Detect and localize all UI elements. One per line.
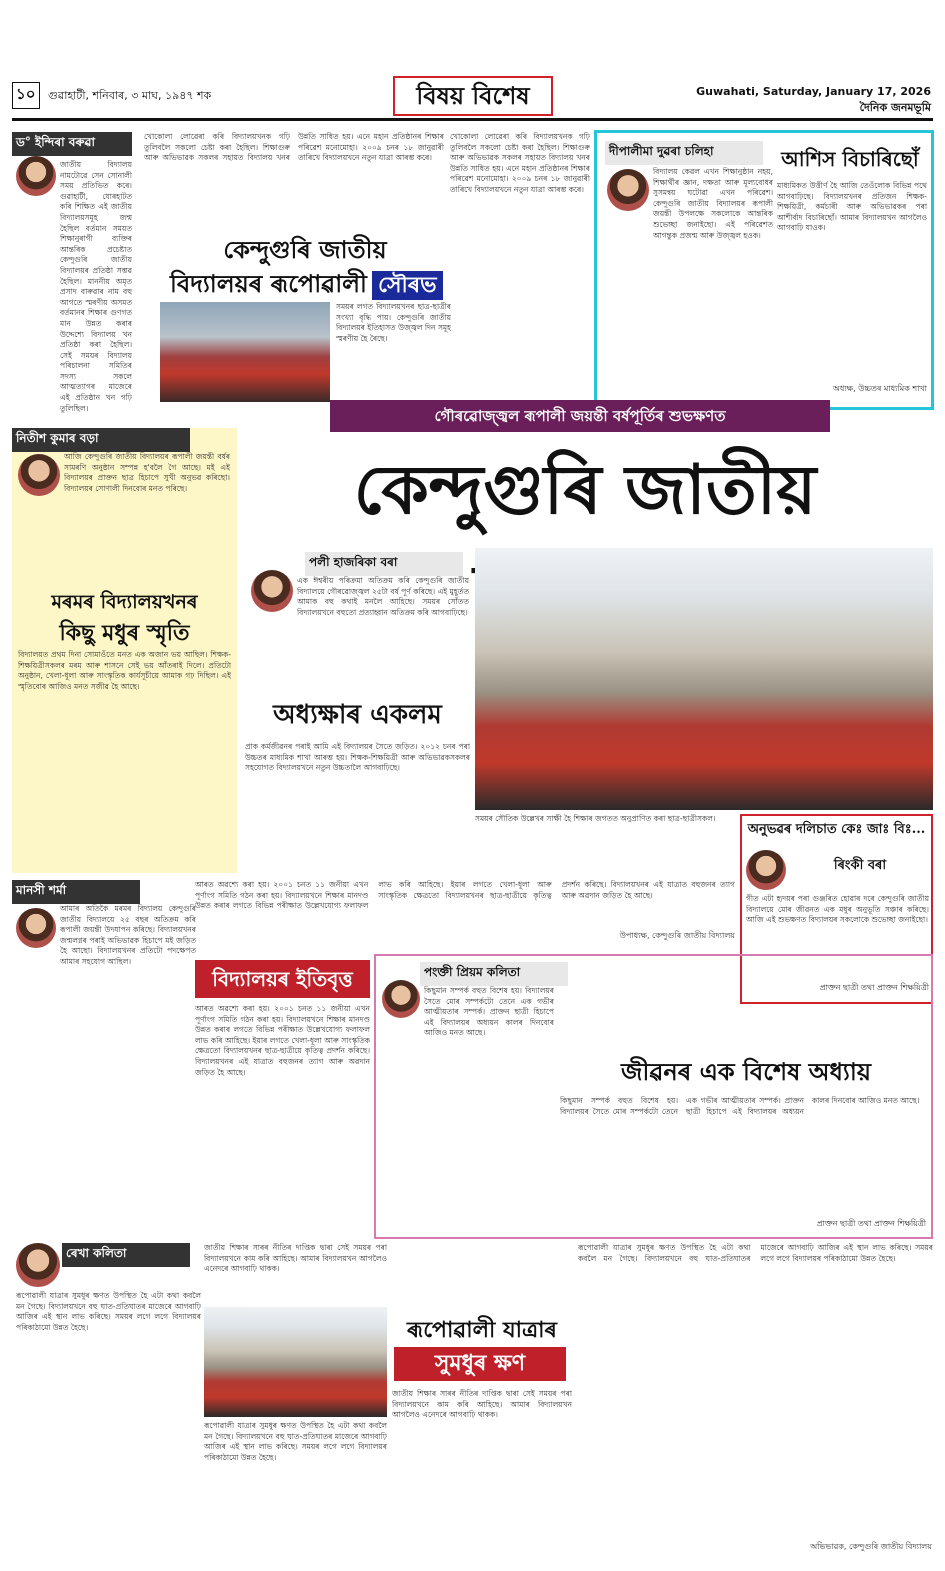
portrait-dipalima [607,169,649,211]
text-dipalima: বিদ্যালয় কেৱল এখন শিক্ষানুষ্ঠান নহয়, শিক্ষাৰ্থীৰ জ্ঞান, দক্ষতা আৰু মূল্যবোধৰ সুসমন্বয় ঘটোৱা এখন পৰিৱেশ। কেন্দুগুৰি জাতীয় বিদ্যালয়ৰ ৰূপালী জয়ন্তী উপলক্ষে সকলোকে আন্তৰিক শুভেচ্ছা জনাইছো। এই পৰিৱেশত আগন্তুক প্ৰজন্ম আৰু উজ্জ্বল হওক। [653,167,773,240]
main-banner: গৌৰৱোজ্জ্বল ৰূপালী জয়ন্তী বৰ্ষপূৰ্তিৰ শুভক্ষণত [330,400,830,432]
photo-caption: সময়ৰ সৌতিক উল্লেখৰ সাক্ষী হৈ শিক্ষাৰ জগতত অনুপ্ৰাণিত কৰা ছাত্ৰ-ছাত্ৰীসকল। [475,814,716,823]
byline-rekha: ৰেখা কলিতা [62,1243,190,1267]
text-rekha-4: জাতীয় শিক্ষাৰ সাৰৰ নীতিৰ দাপ্তিক দ্বাৰা সেই সময়ৰ পৰা বিদ্যালয়খনে কাম কৰি আহিছে। আমাৰ বিদ্যালয়খন আগলৈও এনেদৰে আগবাঢ়ি থাকক। [392,1389,572,1420]
article-nitish [12,428,237,873]
portrait-indira [16,156,56,196]
article-priyam [374,954,933,1239]
headline-sourav-2b: সৌৰভ [372,271,443,300]
article-pali [245,552,470,882]
page-number: ১০ [12,82,40,109]
signature-experience: প্ৰাক্তন ছাত্ৰী তথা প্ৰাক্তন শিক্ষয়িত্ৰী [819,983,929,992]
main-headline: কেন্দুগুৰি জাতীয় [353,450,817,530]
headline-pali: অধ্যক্ষাৰ একলম [273,700,442,730]
text-history-2: আৰত অৱশ্যে কৰা হয়। ২০০১ চনত ১১ জনীয়া এখন পূৰ্ণাংগ সমিতি গঠন কৰা হয়। বিদ্যালয়খনে শিক্ষাৰ মানদণ্ড উন্নত কৰাৰ লগতে বিভিন্ন পৰীক্ষাত উল্লেখযোগ্য ফলাফল লাভ কৰি আহিছে। ইয়াৰ লগতে খেলা-ধূলা আৰু সাংস্কৃতিক ক্ষেত্ৰতো বিদ্যালয়খনৰ ছাত্ৰ-ছাত্ৰীয়ে কৃতিত্ব প্ৰদৰ্শন কৰিছে। বিদ্যালয়খনৰ এই যাত্ৰাত বহুজনৰ ত্যাগ আৰু অৱদান জড়িত হৈ আছে। [195,1004,370,1077]
headline-sourav-1: কেন্দুগুৰি জাতীয় [223,235,387,264]
portrait-rekha [16,1243,60,1287]
text-experience: গীত এটা হৃদয়ৰ পৰা গুঞ্জৰিত হোৱাৰ দৰে কেন্দুগুৰি জাতীয় বিদ্যালয়ে মোৰ জীৱনত এক মধুৰ অনুভূতি সঞ্চাৰ কৰিছে। আজি এই শুভক্ষণত বিদ্যালয়ৰ সকলোকে শুভেচ্ছা জনাইছো। [746,894,929,925]
article-rekha [12,1243,933,1563]
headline-history: বিদ্যালয়ৰ ইতিবৃত্ত [195,960,370,998]
box-dipalima [594,130,934,410]
byline-priyam: পংক্তী প্ৰিয়ম কলিতা [420,962,568,986]
header-rule [12,118,933,121]
text-priyam-2: কিছুমান সম্পৰ্ক বহুত বিশেষ হয়। বিদ্যালয়ৰ সৈতে মোৰ সম্পৰ্কটো তেনে এক গভীৰ আত্মীয়তাৰ সম্পৰ্ক। প্ৰাক্তন ছাত্ৰী হিচাপে এই বিদ্যালয়ৰ অধ্যয়ন কালৰ দিনবোৰ আজিও মনত আছে। [560,1096,920,1116]
headline-nitish-2: কিছু মধুৰ স্মৃতি [59,620,190,646]
text-rekha-2: জাতীয় শিক্ষাৰ সাৰৰ নীতিৰ দাপ্তিক দ্বাৰা সেই সময়ৰ পৰা বিদ্যালয়খনে কাম কৰি আহিছে। আমাৰ বিদ্যালয়খন আগলৈও এনেদৰে আগবাঢ়ি থাকক। [204,1243,387,1274]
headline-rekha-2: সুমধুৰ ক্ষণ [394,1347,566,1381]
header-left [12,82,211,109]
header-right [696,84,931,116]
text-sourav-3: খোকোলা লোৱেৰা কৰি বিদ্যালয়খনক গঢ়ি তুলিবলৈ সকলো চেষ্টা কৰা হৈছিল। শিক্ষাগুৰু আৰু অভিভাৱক সকলৰ সহায়ত বিদ্যালয় খনৰ উন্নতি সাধিত হয়। এনে মহান প্ৰতিষ্ঠানৰ শিক্ষাৰ পৰিৱেশ মনোমোহা। ২০০৯ চনৰ ১৮ জানুৱাৰী তাৰিখে বিদ্যালয়খনে নতুন যাত্ৰা আৰম্ভ কৰে। [450,132,590,194]
text-sourav: খোকোলা লোৱেৰা কৰি বিদ্যালয়খনক গঢ়ি তুলিবলৈ সকলো চেষ্টা কৰা হৈছিল। শিক্ষাগুৰু আৰু অভিভাৱক সকলৰ সহায়ত বিদ্যালয় খনৰ উন্নতি সাধিত হয়। এনে মহান প্ৰতিষ্ঠানৰ শিক্ষাৰ পৰিৱেশ মনোমোহা। ২০০৯ চনৰ ১৮ জানুৱাৰী তাৰিখে বিদ্যালয়খনে নতুন যাত্ৰা আৰম্ভ কৰে। [144,132,444,163]
text-nitish: আজি কেন্দুগুৰি জাতীয় বিদ্যালয়ৰ ৰূপালী জয়ন্তী বৰ্ষৰ সামৰণি অনুষ্ঠান সম্পন্ন হ'বলৈ গৈ আছে। মই এই বিদ্যালয়ৰ প্ৰাক্তন ছাত্ৰ হিচাপে সুখী অনুভৱ কৰিছো। বিদ্যালয়ৰ সোণালী দিনবোৰ মনত পৰিছে। [64,452,230,493]
headline-nitish-1: মৰমৰ বিদ্যালয়খনৰ [51,591,198,613]
byline-dipalima: দীপালীমা দুৱৰা চলিহা [605,141,763,165]
text-pali: এক ঈশ্বৰীয় পৰিক্ৰমা অতিক্ৰম কৰি কেন্দুগুৰি জাতীয় বিদ্যালয়ে গৌৰৱোজ্জ্বল ২৫টা বৰ্ষ পূৰ্ণ কৰিছে। এই মুহূৰ্তত আমাক বহু কথাই মনলৈ আহিছে। সময়ৰ সোঁতত বিদ্যালয়খনে বহুতো প্ৰত্যাহ্বান অতিক্ৰম কৰি আগবাঢ়িছে। [297,576,469,617]
headline-ashis: আশিস বিচাৰিছোঁ [781,147,919,171]
text-rekha: ৰূপোৱালী যাত্ৰাৰ সুমধুৰ ক্ষণত উপস্থিত হৈ এটা কথা কবলৈ মন গৈছে। বিদ্যালয়খনে বহু ঘাত-প্ৰতিঘাতৰ মাজেৰে আগবাঢ়ি আজিৰ এই স্থান লাভ কৰিছে। সময়ৰ লগে লগে বিদ্যালয়ৰ পৰিকাঠামো উন্নত হৈছে। [16,1291,201,1332]
article-manasi [12,880,197,1235]
signature-history: উপাধ্যক্ষ, কেন্দুগুৰি জাতীয় বিদ্যালয় [619,931,735,940]
photo-students-assembly [160,302,330,402]
publication-name: দৈনিক জনমভূমি [859,101,931,114]
portrait-pali [251,570,293,612]
text-rekha-5: ৰূপোৱালী যাত্ৰাৰ সুমধুৰ ক্ষণত উপস্থিত হৈ এটা কথা কবলৈ মন গৈছে। বিদ্যালয়খনে বহু ঘাত-প্ৰতিঘাতৰ মাজেৰে আগবাঢ়ি আজিৰ এই স্থান লাভ কৰিছে। সময়ৰ লগে লগে বিদ্যালয়ৰ পৰিকাঠামো উন্নত হৈছে। [578,1243,933,1263]
signature-ashis: অধ্যক্ষ, উচ্চতৰ মাধ্যমিক শাখা [832,384,927,393]
signature-priyam: প্ৰাক্তন ছাত্ৰী তথা প্ৰাক্তন শিক্ষয়িত্ৰী [816,1219,926,1228]
section-title: বিষয় বিশেষ [393,76,553,116]
photo-school-assembly [204,1307,387,1417]
byline-indira: ড° ইন্দিৰা বৰুৱা [12,132,132,156]
headline-experience: অনুভৱৰ দলিচাত কেঃ জাঃ বিঃ... [747,822,926,837]
date-assamese: গুৱাহাটী, শনিবাৰ, ৩ মাঘ, ১৯৪৭ শক [48,89,212,102]
byline-rinki: ৰিংকী বৰা [833,858,887,873]
text-ashis: মাধ্যমিকত উত্তীৰ্ণ হৈ আজি তেওঁলোক বিভিন্ন পথে আগবাঢ়িছে। বিদ্যালয়খনৰ প্ৰতিজন শিক্ষক-শিক্ষয়িত্ৰী, কৰ্মচাৰী আৰু অভিভাৱকৰ পৰা আশীৰ্বাদ বিচাৰিছোঁ। আমাৰ বিদ্যালয়খন আগলৈও আগবাঢ়ি যাওক। [777,181,927,233]
byline-pali: পলী হাজৰিকা বৰা [305,552,463,576]
article-sourav [140,132,590,412]
text-pali-2: প্ৰাক কৰ্মজীৱনৰ পৰাই আমি এই বিদ্যালয়ৰ সৈতে জড়িত। ২০১২ চনৰ পৰা উচ্চতৰ মাধ্যমিক শাখা আৰম্ভ হয়। শিক্ষক-শিক্ষয়িত্ৰী আৰু অভিভাৱকসকলৰ সহযোগত বিদ্যালয়খনে নতুন উচ্চতালৈ আগবাঢ়িছে। [245,742,470,773]
headline-sourav-2a: বিদ্যালয়ৰ ৰূপোৱালী [170,269,367,298]
headline-priyam: জীৱনৰ এক বিশেষ অধ্যায় [621,1057,871,1086]
article-indira [12,132,132,430]
byline-manasi: মানসী শৰ্মা [12,880,140,904]
text-priyam: কিছুমান সম্পৰ্ক বহুত বিশেষ হয়। বিদ্যালয়ৰ সৈতে মোৰ সম্পৰ্কটো তেনে এক গভীৰ আত্মীয়তাৰ সম্পৰ্ক। প্ৰাক্তন ছাত্ৰী হিচাপে এই বিদ্যালয়ৰ অধ্যয়ন কালৰ দিনবোৰ আজিও মনত আছে। [424,986,554,1038]
headline-rekha-1: ৰূপোৱালী যাত্ৰাৰ [407,1317,557,1343]
portrait-rinki [746,850,786,890]
byline-nitish: নিতীশ কুমাৰ বড়া [12,428,190,452]
portrait-nitish [18,454,60,496]
text-rekha-3: ৰূপোৱালী যাত্ৰাৰ সুমধুৰ ক্ষণত উপস্থিত হৈ এটা কথা কবলৈ মন গৈছে। বিদ্যালয়খনে বহু ঘাত-প্ৰতিঘাতৰ মাজেৰে আগবাঢ়ি আজিৰ এই স্থান লাভ কৰিছে। সময়ৰ লগে লগে বিদ্যালয়ৰ পৰিকাঠামো উন্নত হৈছে। [204,1421,387,1462]
photo-school-building [475,548,933,810]
signature-rekha: অভিভাৱক, কেন্দুগুৰি জাতীয় বিদ্যালয় [810,1542,932,1551]
text-manasi: আমাৰ অতিকৈ মৰমৰ বিদ্যালয় কেন্দুগুৰি জাতীয় বিদ্যালয়ে ২৫ বছৰ অতিক্ৰম কৰি ৰূপালী জয়ন্তী উদযাপন কৰিছে। বিদ্যালয়খনৰ জন্মলগ্নৰ পৰাই অভিভাৱক হিচাপে মই জড়িত হৈ আছো। বিদ্যালয়খনৰ প্ৰতিটো পদক্ষেপত আমাৰ সহযোগ আছিল। [60,904,196,966]
text-history: আৰত অৱশ্যে কৰা হয়। ২০০১ চনত ১১ জনীয়া এখন পূৰ্ণাংগ সমিতি গঠন কৰা হয়। বিদ্যালয়খনে শিক্ষাৰ মানদণ্ড উন্নত কৰাৰ লগতে বিভিন্ন পৰীক্ষাত উল্লেখযোগ্য ফলাফল লাভ কৰি আহিছে। ইয়াৰ লগতে খেলা-ধূলা আৰু সাংস্কৃতিক ক্ষেত্ৰতো বিদ্যালয়খনৰ ছাত্ৰ-ছাত্ৰীয়ে কৃতিত্ব প্ৰদৰ্শন কৰিছে। বিদ্যালয়খনৰ এই যাত্ৰাত বহুজনৰ ত্যাগ আৰু অৱদান জড়িত হৈ আছে। [195,880,735,911]
text-sourav-2: সময়ৰ লগত বিদ্যালয়খনৰ ছাত্ৰ-ছাত্ৰীৰ সংখ্যা বৃদ্ধি পায়। কেন্দুগুৰি জাতীয় বিদ্যালয়ৰ ইতিহাসত উজ্জ্বল দিন সমূহ স্মৰণীয় হৈ ৰৈছে। [336,302,451,343]
date-english: Guwahati, Saturday, January 17, 2026 [696,85,931,98]
text-indira: জাতীয় বিদ্যালয় নামটোৱে সেন সোনালী সময় প্ৰতিভিত কৰে। গুৱাহাটী, যোৰহাটত কৰি শিক্ষিত এই জাতীয় বিদ্যালয়সমূহ জন্ম হৈছিল বৰ্তমান সময়ত শিক্ষানুৰাগী ব্যক্তিৰ আন্তৰিক প্ৰচেষ্টাত কেন্দুগুৰি জাতীয় বিদ্যালয়ৰ প্ৰতিষ্ঠা সম্ভৱ হৈছিল। মাননীয় অমৃত প্ৰসাদ বাৰুৱাৰ নাম বহু আগতে স্মৰণীয় অসমত বৰ্তমানৰ শিক্ষাৰ গুণগত মান উন্নত কৰাৰ উদ্দেশ্যে বিদ্যালয় খন প্ৰতিষ্ঠা কৰা হৈছিল। সেই সময়ৰ বিদ্যালয় পৰিচালনা সমিতিৰ সদস্য সকলে আত্মত্যাগৰ মাজেৰে এই প্ৰতিষ্ঠান খন গঢ়ি তুলিছিল। [60,160,132,413]
portrait-manasi [16,908,56,948]
text-nitish-2: বিদ্যালয়ত প্ৰথম দিনা সোমাওঁতে মনত এক অজান ভয় আছিল। শিক্ষক-শিক্ষয়িত্ৰীসকলৰ মৰম আৰু শাসনে সেই ভয় আঁতৰাই দিলে। প্ৰতিটো অনুষ্ঠান, খেলা-ধূলা আৰু সাংস্কৃতিক কাৰ্যসূচীয়ে আমাক গঢ় দিছিল। এই স্মৃতিবোৰ আজিও মনত সজীৱ হৈ আছে। [18,650,231,691]
portrait-priyam [382,980,420,1018]
headline-sourav-2 [170,266,470,300]
